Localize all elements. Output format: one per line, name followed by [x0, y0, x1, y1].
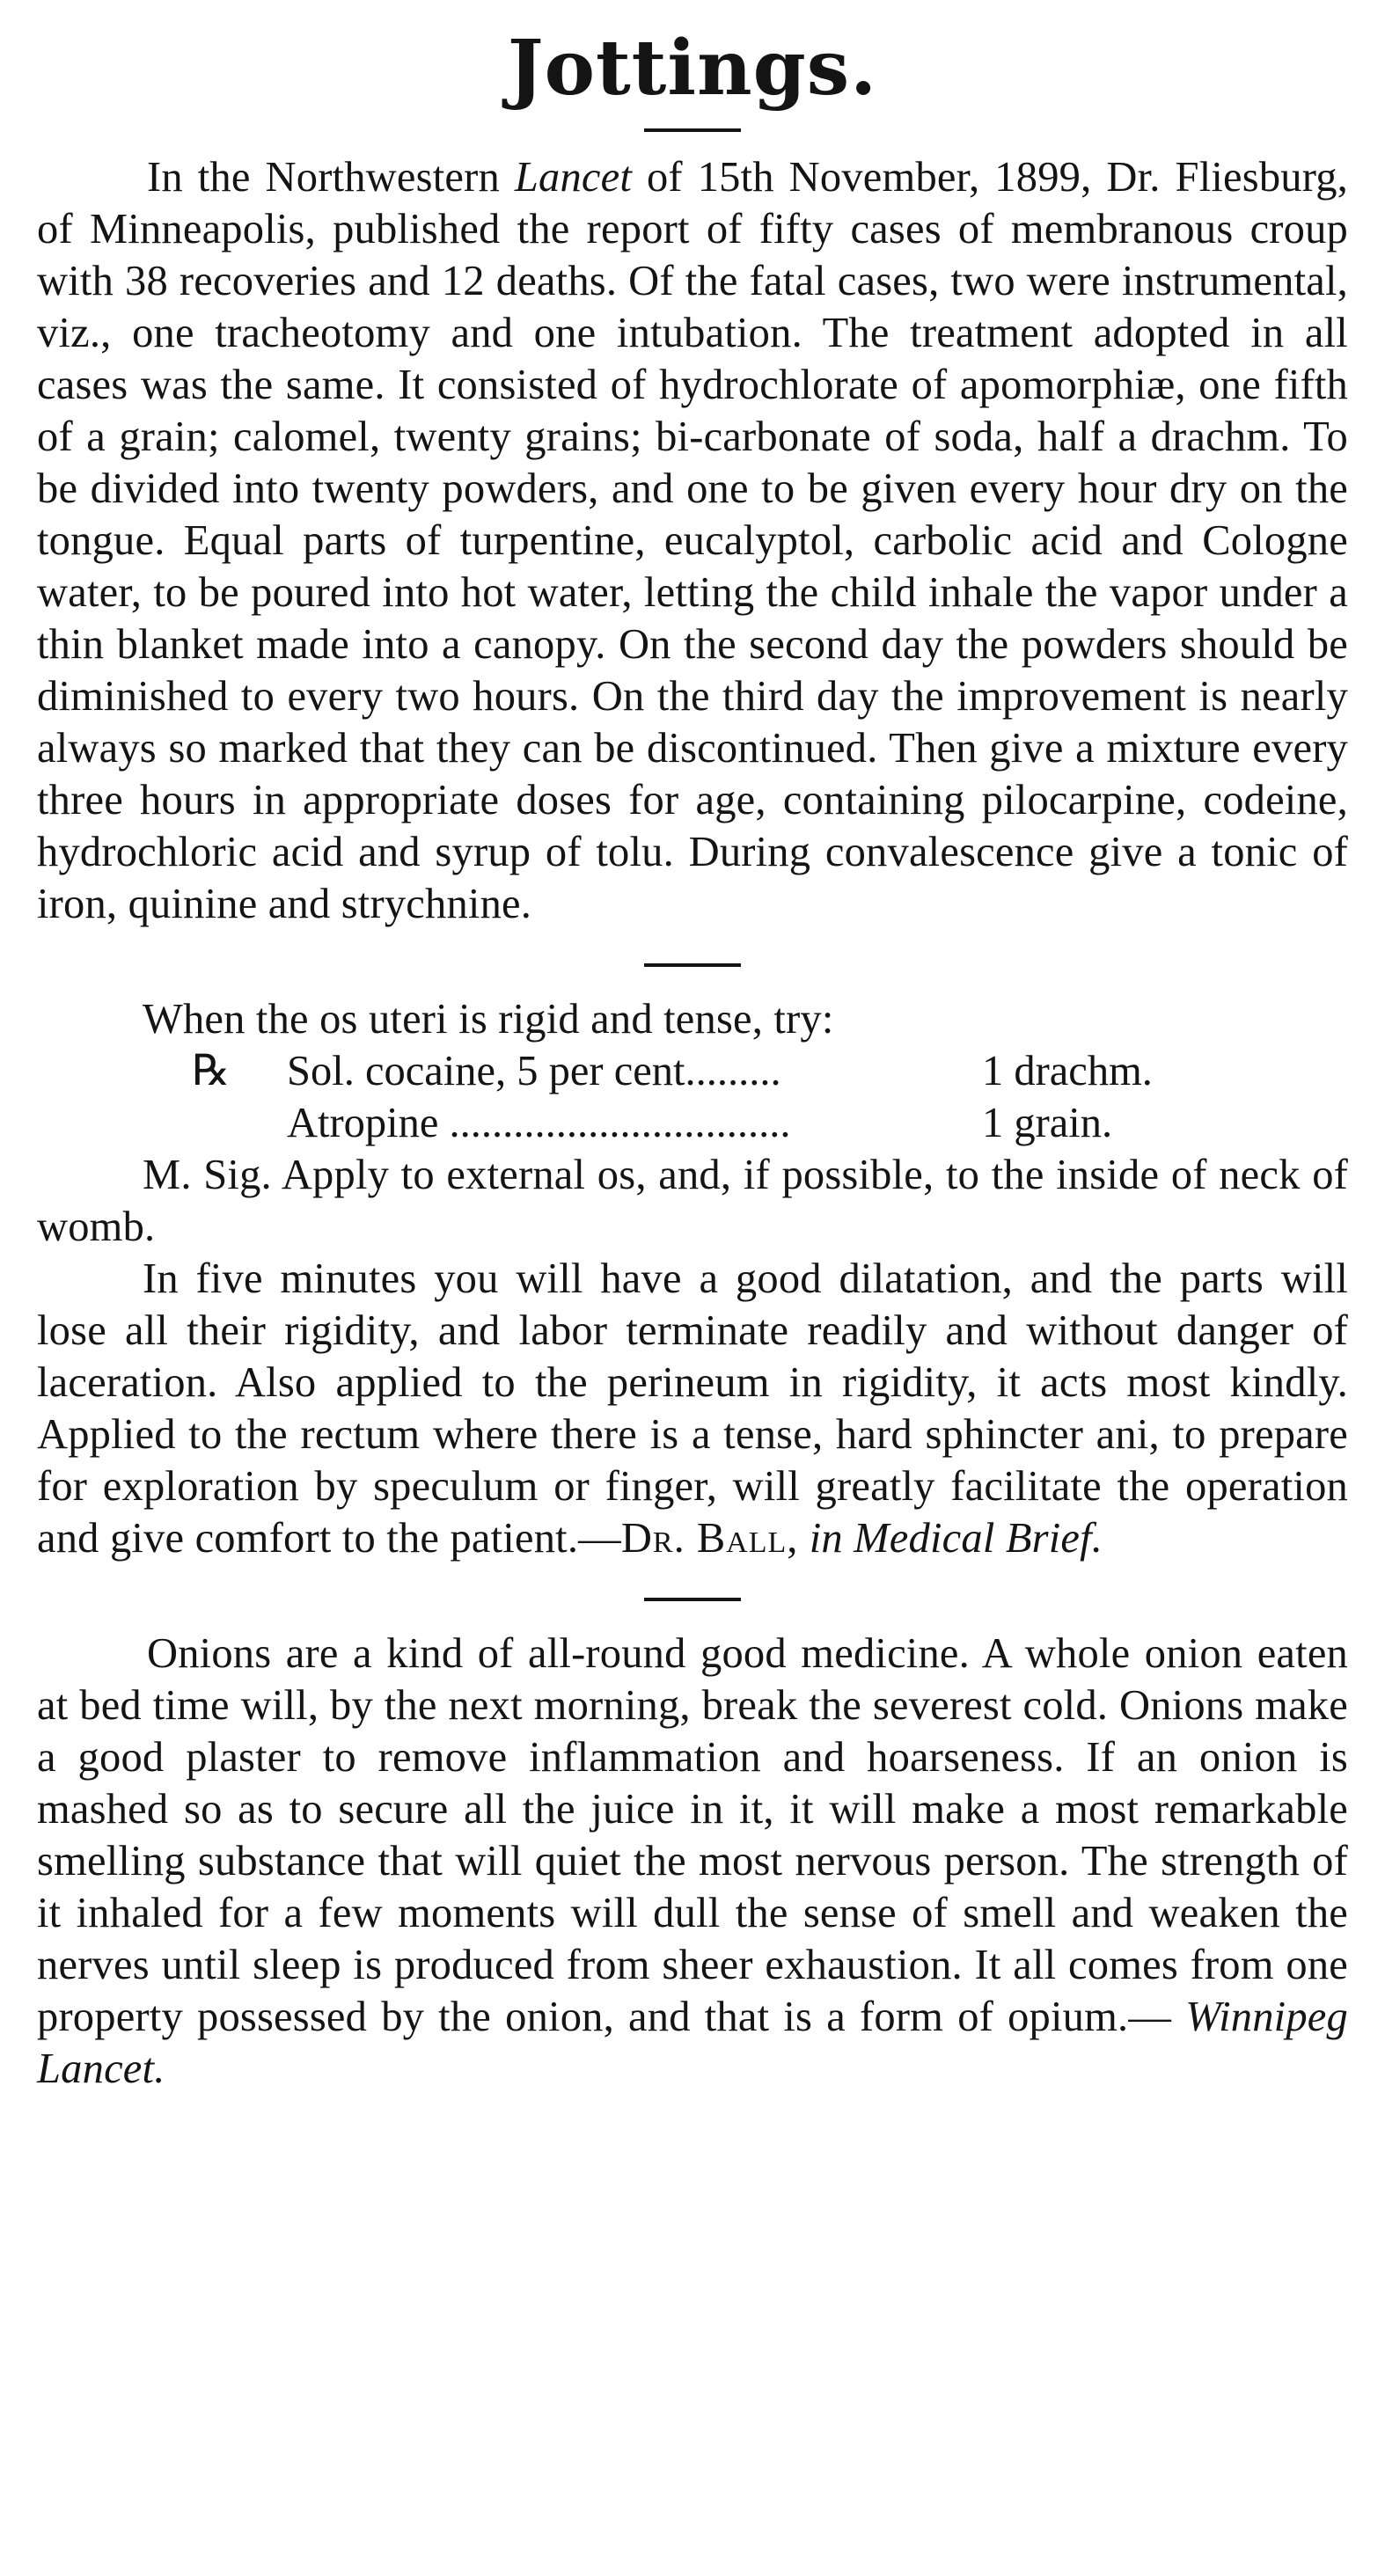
ingredient-name: Sol. cocaine, 5 per cent......... — [287, 1048, 781, 1094]
ingredient-amount: 1 drachm. — [982, 1048, 1153, 1094]
text-run: Onions are a kind of all-round good medicine. A whole onion eaten at bed time will, by the next morning, break the severest cold. Onions make a good plaster to remove inflammation and hoarseness. If an onion is mashed so as to secure all the juice in it, it will make a most remarkable smelling substance that will quiet the most nervous person. The strength of it inhaled for a few moments will dull the sense of smell and weaken the nerves until sleep is produced from sheer exhaustion. It all comes from one property possessed by the onion, and that is a form of opium.— — [37, 1630, 1348, 2040]
document-page — [0, 26, 1385, 2576]
text-run: In the Northwestern — [147, 154, 515, 201]
text-run: In five minutes you will have a good dilatation, and the parts will lose all their rigidity, and labor terminate readily and without danger of laceration. Also applied to the perineum in rigidity, it acts most kindly. Applied to the rectum where there is a tense, hard sphincter ani, to prepare for exploration by speculum or finger, will greatly facilitate the operation and give comfort to the patient.— — [37, 1255, 1348, 1562]
article-onions-paragraph — [37, 1628, 1348, 2095]
prescription — [37, 1045, 1348, 1149]
source-citation: Winnipeg Lancet. — [37, 1994, 1348, 2092]
section-divider — [644, 963, 741, 967]
prescription-row — [37, 1097, 1348, 1149]
article-cocaine-paragraph — [37, 1253, 1348, 1564]
recipe-symbol: ℞ — [192, 1048, 231, 1094]
rx-intro: When the os uteri is rigid and tense, try: — [143, 996, 834, 1043]
ingredient-name: Atropine ................................ — [287, 1100, 791, 1146]
sig-paragraph: M. Sig. Apply to external os, and, if possible, to the inside of neck of womb. — [37, 1152, 1348, 1250]
author-name: Dr. Ball, — [620, 1515, 799, 1562]
source-citation: in Medical Brief. — [809, 1515, 1103, 1562]
text-run: of 15th November, 1899, Dr. Fliesburg, of Minneapolis, published the report of fifty cases of membranous croup with 38 recoveries and 12 deaths. Of the fatal cases, two were instrumental, viz., one tracheotomy and one intubation. The treatment adopted in all cases was the same. It consisted of hydrochlorate of apomorphiæ, one fifth of a grain; calomel, twenty grains; bi-carbonate of soda, half a drachm. To be divided into twenty powders, and one to be given every hour dry on the tongue. Equal parts of turpentine, eucalyptol, carbolic acid and Cologne water, to be poured into hot water, letting the child inhale the vapor under a thin blanket made into a canopy. On the second day the powders should be diminished to every two hours. On the third day the improvement is nearly always so marked that they can be discontinued. Then give a mixture every three hours in appropriate doses for age, containing pilocarpine, codeine, hydrochloric acid and syrup of tolu. During convalescence give a tonic of iron, quinine and strychnine. — [37, 154, 1348, 927]
title-divider — [644, 128, 741, 132]
prescription-row — [37, 1045, 1348, 1097]
article-croup-paragraph — [37, 151, 1348, 930]
page-title: Jottings. — [507, 24, 878, 113]
section-divider — [644, 1598, 741, 1601]
journal-name: Lancet — [514, 154, 633, 201]
ingredient-amount: 1 grain. — [982, 1100, 1113, 1146]
